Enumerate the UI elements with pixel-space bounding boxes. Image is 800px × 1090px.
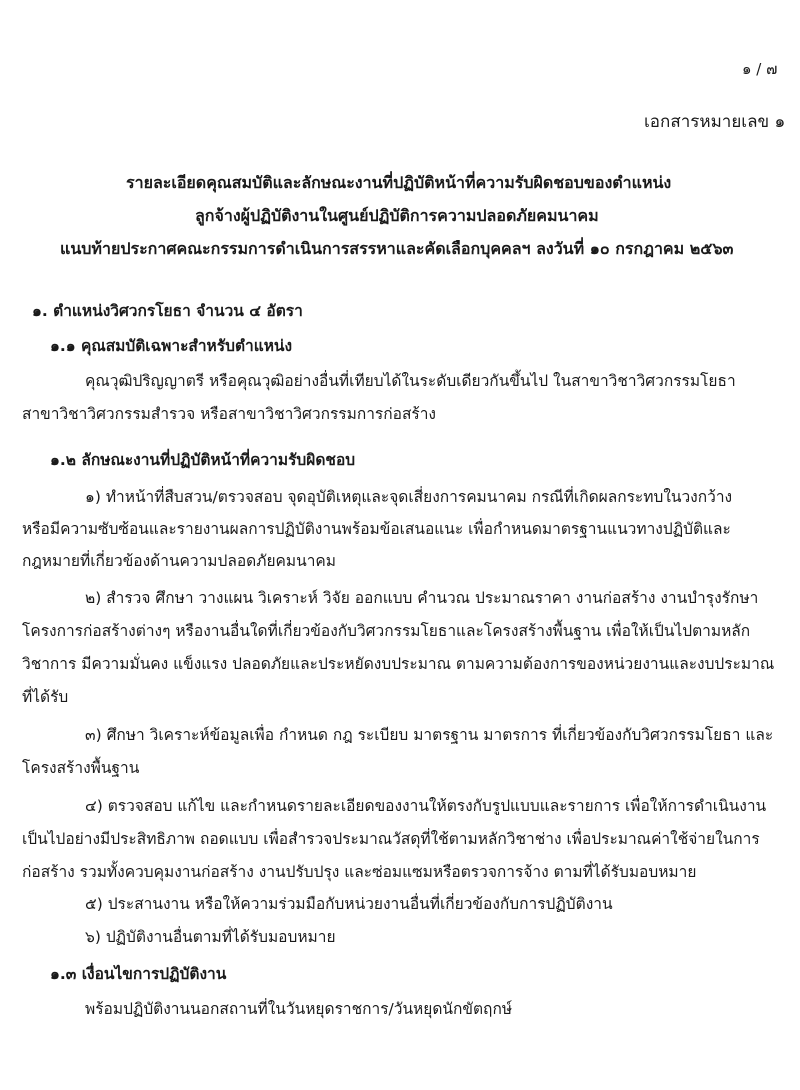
section-1-1-line: สาขาวิชาวิศวกรรมสำรวจ หรือสาขาวิชาวิศวกรรมการก่อสร้าง <box>22 405 436 423</box>
duty-item-line: ๔) ตรวจสอบ แก้ไข และกำหนดรายละเอียดของงานให้ตรงกับรูปแบบและรายการ เพื่อให้การดำเนินงาน <box>85 797 767 815</box>
page-number: ๑ / ๗ <box>742 60 778 78</box>
duty-item-line: ที่ได้รับ <box>22 688 69 706</box>
duty-item-line: ๓) ศึกษา วิเคราะห์ข้อมูลเพื่อ กำหนด กฎ ระเบียบ มาตรฐาน มาตรการ ที่เกี่ยวข้องกับวิศวกรรมโยธา และ <box>85 726 774 744</box>
document-number: เอกสารหมายเลข ๑ <box>644 112 786 132</box>
duty-item-line: ๒) สำรวจ ศึกษา วางแผน วิเคราะห์ วิจัย ออกแบบ คำนวณ ประมาณราคา งานก่อสร้าง งานบำรุงรักษา <box>85 589 759 607</box>
section-1-heading: ๑. ตำแหน่งวิศวกรโยธา จำนวน ๔ อัตรา <box>32 302 303 320</box>
duty-item-line: หรือมีความซับซ้อนและรายงานผลการปฏิบัติงานพร้อมข้อเสนอแนะ เพื่อกำหนดมาตรฐานแนวทางปฏิบัติและ <box>22 520 731 538</box>
duty-item-line: โครงการก่อสร้างต่างๆ หรืองานอื่นใดที่เกี่ยวข้องกับวิศวกรรมโยธาและโครงสร้างพื้นฐาน เพื่อให้เป็นไปตามหลัก <box>22 622 751 640</box>
duty-item-line: ๑) ทำหน้าที่สืบสวน/ตรวจสอบ จุดอุบัติเหตุและจุดเสี่ยงการคมนาคม กรณีที่เกิดผลกระทบในวงกว้าง <box>85 488 733 506</box>
duty-item-line: กฎหมายที่เกี่ยวข้องด้านความปลอดภัยคมนาคม <box>22 552 337 570</box>
section-1-3-line: พร้อมปฏิบัติงานนอกสถานที่ในวันหยุดราชการ/วันหยุดนักขัตฤกษ์ <box>85 1000 513 1018</box>
section-1-2-heading: ๑.๒ ลักษณะงานที่ปฏิบัติหน้าที่ความรับผิดชอบ <box>50 451 356 469</box>
duty-item-line: เป็นไปอย่างมีประสิทธิภาพ ถอดแบบ เพื่อสำรวจประมาณวัสดุที่ใช้ตามหลักวิชาช่าง เพื่อประมาณค่าใช้จ่ายในการ <box>22 830 760 848</box>
title-line-2: ลูกจ้างผู้ปฏิบัติงานในศูนย์ปฏิบัติการความปลอดภัยคมนาคม <box>195 206 599 225</box>
duty-item-line: ก่อสร้าง รวมทั้งควบคุมงานก่อสร้าง งานปรับปรุง และซ่อมแซมหรือตรวจการจ้าง ตามที่ได้รับมอบหมาย <box>22 863 697 881</box>
section-1-1-line: คุณวุฒิปริญญาตรี หรือคุณวุฒิอย่างอื่นที่เทียบได้ในระดับเดียวกันขึ้นไป ในสาขาวิชาวิศวกรรมโยธา <box>85 372 736 390</box>
title-line-3: แนบท้ายประกาศคณะกรรมการดำเนินการสรรหาและคัดเลือกบุคคลฯ ลงวันที่ ๑๐ กรกฎาคม ๒๕๖๓ <box>60 239 734 258</box>
duty-item-line: วิชาการ มีความมั่นคง แข็งแรง ปลอดภัยและประหยัดงบประมาณ ตามความต้องการของหน่วยงานและงบประมาณ <box>22 655 775 673</box>
duty-item-line: โครงสร้างพื้นฐาน <box>22 759 140 777</box>
title-line-1: รายละเอียดคุณสมบัติและลักษณะงานที่ปฏิบัติหน้าที่ความรับผิดชอบของตำแหน่ง <box>126 173 672 192</box>
duty-item-line: ๖) ปฏิบัติงานอื่นตามที่ได้รับมอบหมาย <box>85 928 336 946</box>
duty-item-line: ๕) ประสานงาน หรือให้ความร่วมมือกับหน่วยงานอื่นที่เกี่ยวข้องกับการปฏิบัติงาน <box>85 895 613 913</box>
section-1-3-heading: ๑.๓ เงื่อนไขการปฏิบัติงาน <box>50 965 227 983</box>
section-1-1-heading: ๑.๑ คุณสมบัติเฉพาะสำหรับตำแหน่ง <box>50 337 293 355</box>
